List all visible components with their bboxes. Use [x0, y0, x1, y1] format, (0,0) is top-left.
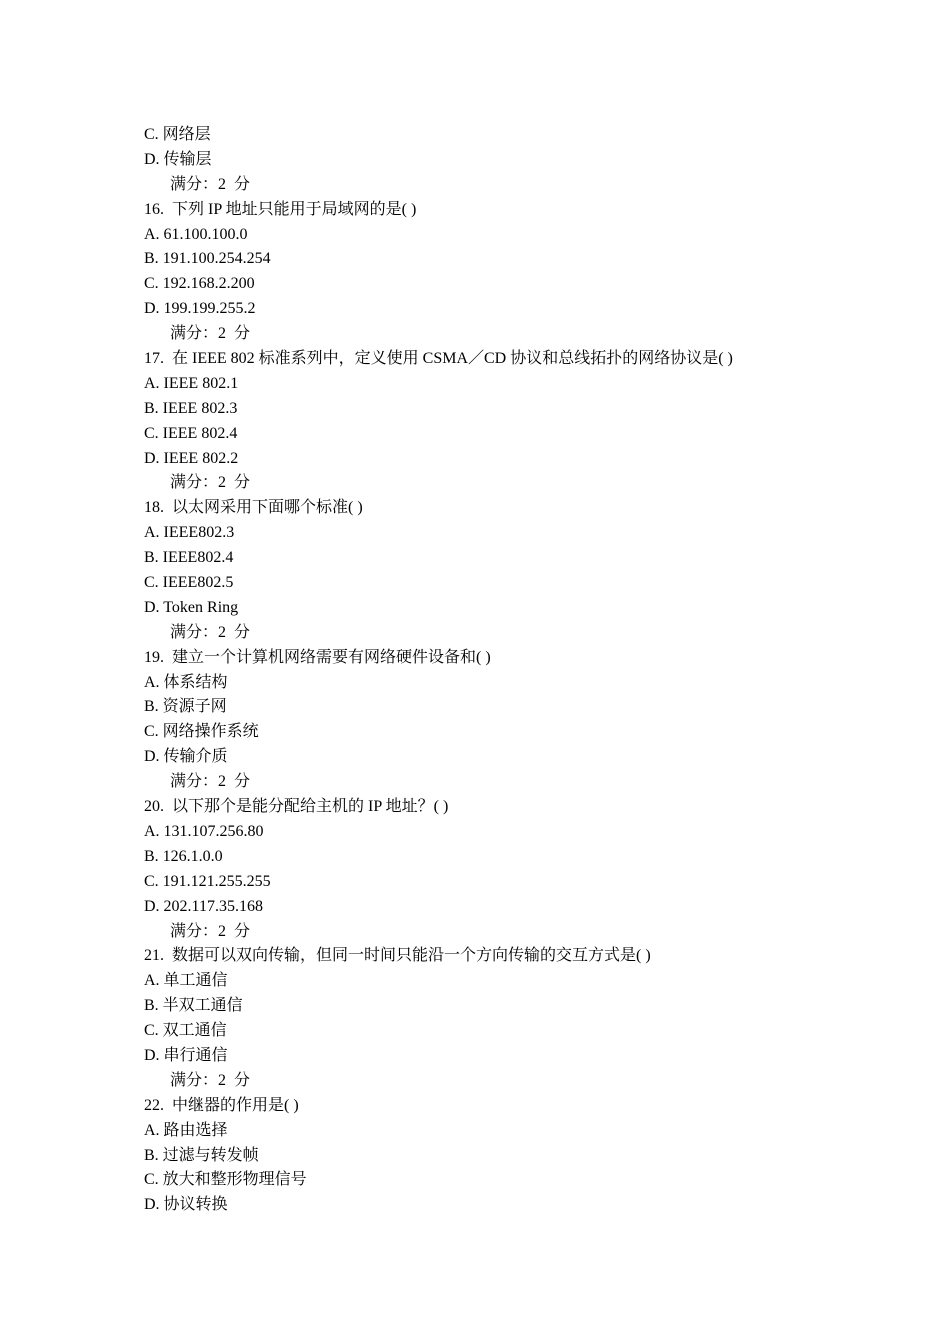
answer-option: A. 131.107.256.80 — [144, 822, 264, 840]
question-text: 17. 在 IEEE 802 标准系列中，定义使用 CSMA／CD 协议和总线拓扑的网络协议是( ) — [144, 350, 733, 368]
score-line: 满分：2 分 — [170, 175, 251, 193]
answer-option: C. 192.168.2.200 — [144, 275, 255, 293]
answer-option: D. IEEE 802.2 — [144, 449, 239, 467]
answer-option: A. 单工通信 — [144, 972, 228, 990]
question-text: 18. 以太网采用下面哪个标准( ) — [144, 499, 363, 517]
answer-option: C. 双工通信 — [144, 1022, 227, 1040]
answer-option: C. IEEE 802.4 — [144, 424, 238, 442]
question-text: 21. 数据可以双向传输，但同一时间只能沿一个方向传输的交互方式是( ) — [144, 947, 651, 965]
answer-option: A. 体系结构 — [144, 673, 228, 691]
answer-option: D. 串行通信 — [144, 1046, 228, 1064]
answer-option: C. 网络层 — [144, 126, 211, 143]
score-line: 满分：2 分 — [170, 773, 251, 791]
answer-option: D. 传输介质 — [144, 748, 228, 766]
answer-option: C. IEEE802.5 — [144, 574, 234, 592]
answer-option: B. 191.100.254.254 — [144, 250, 271, 268]
question-text: 19. 建立一个计算机网络需要有网络硬件设备和( ) — [144, 648, 491, 666]
answer-option: D. 202.117.35.168 — [144, 897, 263, 915]
score-line: 满分：2 分 — [170, 922, 251, 940]
score-line: 满分：2 分 — [170, 1071, 251, 1089]
question-text: 20. 以下那个是能分配给主机的 IP 地址？( ) — [144, 798, 449, 816]
answer-option: D. 协议转换 — [144, 1196, 228, 1214]
answer-option: B. 资源子网 — [144, 698, 227, 716]
score-line: 满分：2 分 — [170, 325, 251, 343]
answer-option: B. 126.1.0.0 — [144, 847, 223, 865]
answer-option: B. 半双工通信 — [144, 997, 243, 1015]
answer-option: D. 199.199.255.2 — [144, 300, 256, 318]
answer-option: A. IEEE 802.1 — [144, 374, 239, 392]
answer-option: D. Token Ring — [144, 598, 239, 616]
score-line: 满分：2 分 — [170, 623, 251, 641]
answer-option: A. 61.100.100.0 — [144, 225, 248, 243]
answer-option: C. 网络操作系统 — [144, 723, 259, 741]
exam-content — [144, 123, 864, 1218]
answer-option: B. IEEE802.4 — [144, 549, 234, 567]
answer-option: D. 传输层 — [144, 150, 212, 168]
question-text: 16. 下列 IP 地址只能用于局域网的是( ) — [144, 200, 417, 218]
answer-option: B. 过滤与转发帧 — [144, 1146, 259, 1164]
score-line: 满分：2 分 — [170, 474, 251, 492]
answer-option: B. IEEE 802.3 — [144, 399, 238, 417]
question-text: 22. 中继器的作用是( ) — [144, 1096, 299, 1114]
answer-option: C. 191.121.255.255 — [144, 872, 271, 890]
answer-option: A. 路由选择 — [144, 1121, 228, 1139]
answer-option: C. 放大和整形物理信号 — [144, 1171, 307, 1189]
answer-option: A. IEEE802.3 — [144, 524, 235, 542]
